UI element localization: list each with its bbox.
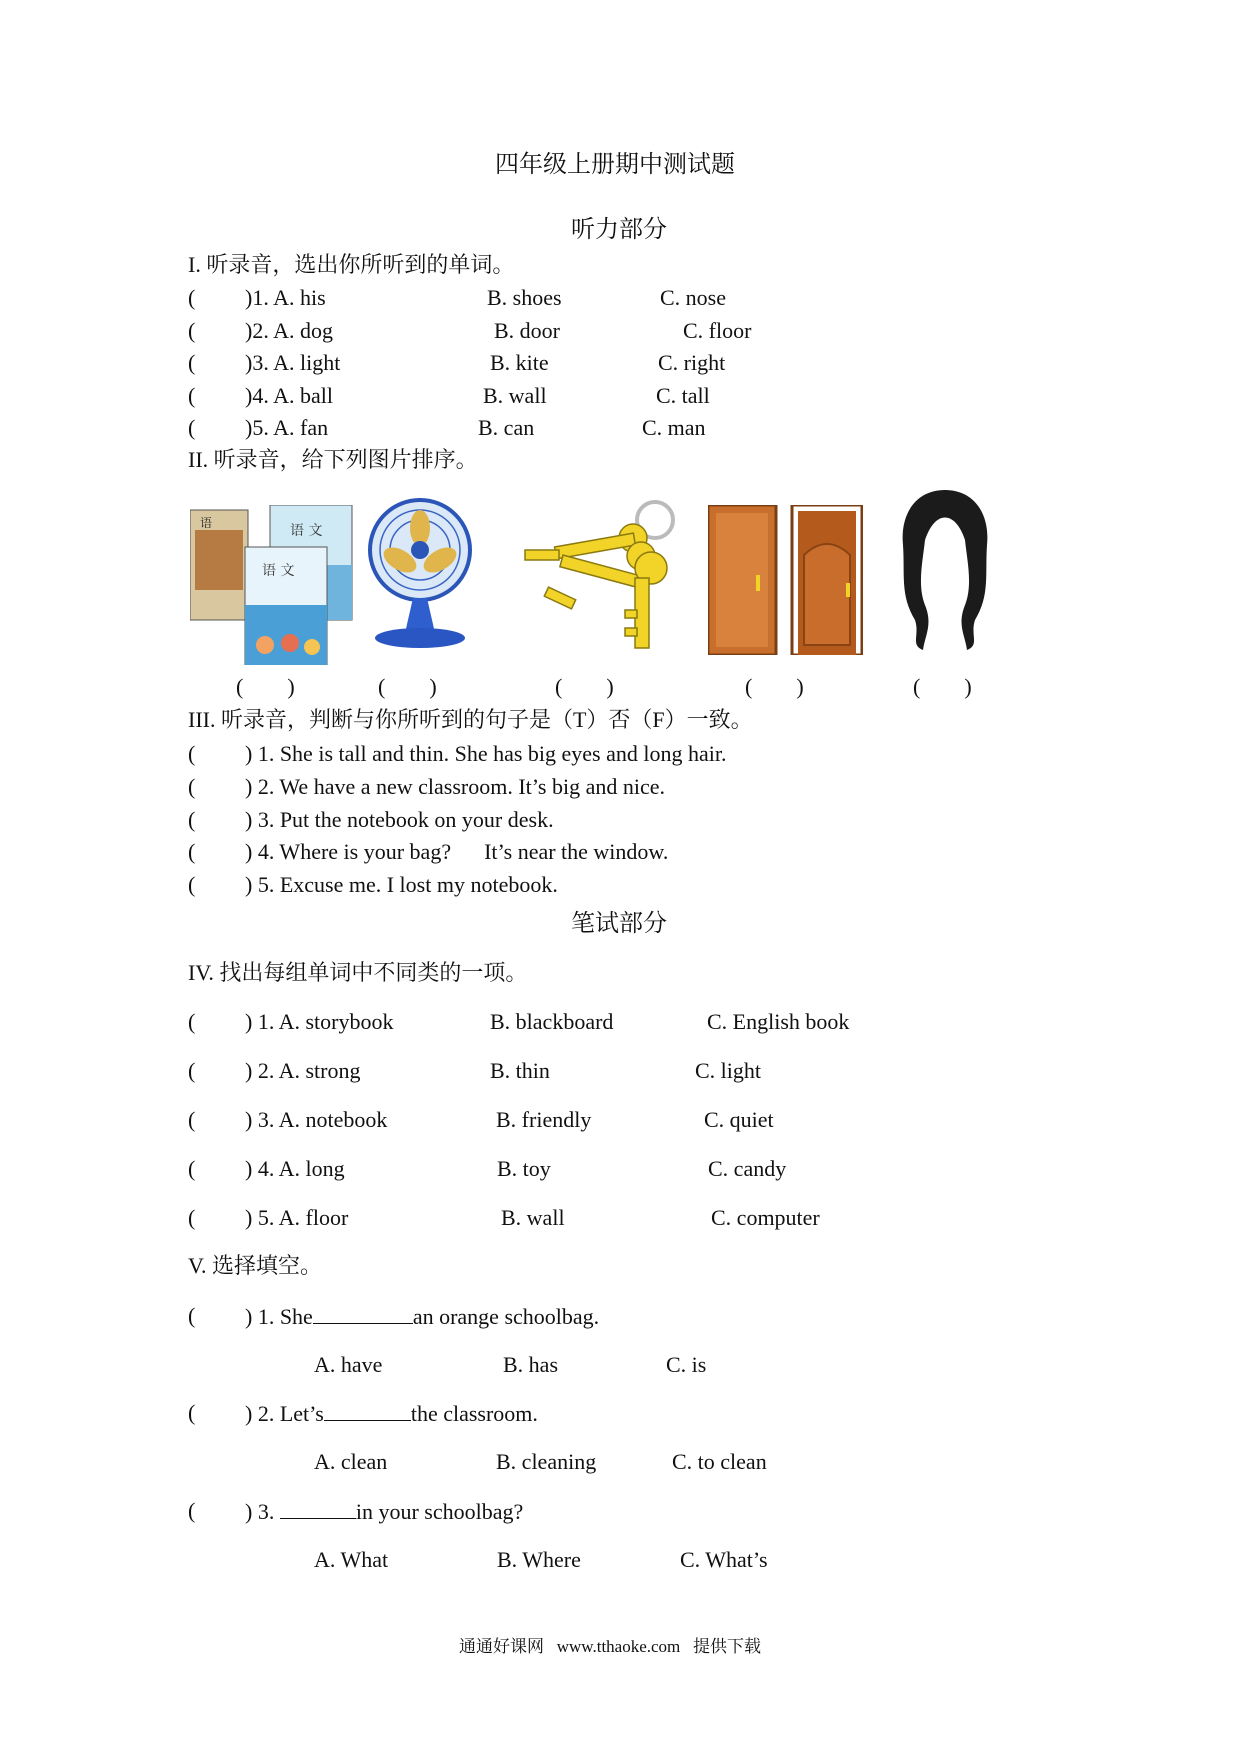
page-title: 四年级上册期中测试题 bbox=[495, 152, 735, 178]
option-c: C. English book bbox=[707, 1009, 850, 1034]
option-a: A. clean bbox=[314, 1449, 388, 1474]
svg-text:语: 语 bbox=[200, 516, 213, 530]
part3-statement: ) 2. We have a new classroom. It’s big and nice. bbox=[245, 774, 665, 799]
picture-answer-slot: ( ) bbox=[913, 674, 972, 699]
option-a: A. have bbox=[314, 1352, 383, 1377]
option-b: B. cleaning bbox=[496, 1449, 597, 1474]
answer-blank[interactable] bbox=[280, 1498, 356, 1519]
option-a: )2. A. dog bbox=[245, 318, 333, 343]
question-rest: an orange schoolbag. bbox=[412, 1304, 600, 1329]
answer-paren-open: ( bbox=[188, 1498, 196, 1523]
answer-paren-open: ( bbox=[188, 318, 196, 343]
option-c: C. to clean bbox=[672, 1449, 767, 1474]
option-b: B. blackboard bbox=[490, 1009, 614, 1034]
option-a: )1. A. his bbox=[245, 285, 326, 310]
fill-in-question bbox=[245, 1303, 599, 1330]
option-b: B. friendly bbox=[496, 1107, 592, 1132]
answer-paren-open: ( bbox=[188, 1156, 196, 1181]
doors-picture bbox=[708, 505, 863, 655]
part5-heading: V. 选择填空。 bbox=[188, 1253, 323, 1278]
option-b: B. shoes bbox=[487, 285, 562, 310]
option-a: A. What bbox=[314, 1547, 389, 1572]
answer-paren-open: ( bbox=[188, 839, 196, 864]
answer-blank[interactable] bbox=[324, 1400, 411, 1421]
answer-paren-open: ( bbox=[188, 350, 196, 375]
option-a: )4. A. ball bbox=[245, 383, 333, 408]
option-b: B. wall bbox=[501, 1205, 565, 1230]
option-c: C. man bbox=[642, 415, 706, 440]
option-b: B. wall bbox=[483, 383, 547, 408]
svg-text:语 文: 语 文 bbox=[262, 563, 295, 579]
picture-answer-slot: ( ) bbox=[236, 674, 295, 699]
option-a: ) 5. A. floor bbox=[245, 1205, 349, 1230]
option-b: B. kite bbox=[490, 350, 549, 375]
part4-heading: IV. 找出每组单词中不同类的一项。 bbox=[188, 960, 528, 985]
page-footer: 通通好课网 www.tthaoke.com 提供下载 bbox=[459, 1637, 762, 1656]
fill-in-question bbox=[245, 1400, 538, 1427]
answer-paren-open: ( bbox=[188, 1400, 196, 1425]
picture-answer-slot: ( ) bbox=[378, 674, 437, 699]
option-a: ) 3. A. notebook bbox=[245, 1107, 388, 1132]
option-a: ) 4. A. long bbox=[245, 1156, 345, 1181]
option-c: C. quiet bbox=[704, 1107, 774, 1132]
svg-text:语 文: 语 文 bbox=[290, 523, 323, 539]
question-stem: ) 2. Let’s bbox=[245, 1401, 324, 1426]
answer-paren-open: ( bbox=[188, 1303, 196, 1328]
answer-blank[interactable] bbox=[313, 1303, 413, 1324]
part1-heading: I. 听录音，选出你所听到的单词。 bbox=[188, 252, 515, 277]
option-c: C. floor bbox=[683, 318, 752, 343]
answer-paren-open: ( bbox=[188, 741, 196, 766]
option-c: C. What’s bbox=[680, 1547, 768, 1572]
option-c: C. is bbox=[666, 1352, 707, 1377]
option-a: ) 2. A. strong bbox=[245, 1058, 361, 1083]
option-c: C. candy bbox=[708, 1156, 787, 1181]
part2-heading: II. 听录音，给下列图片排序。 bbox=[188, 447, 478, 472]
fill-in-question bbox=[245, 1498, 523, 1525]
answer-paren-open: ( bbox=[188, 1058, 196, 1083]
option-b: B. thin bbox=[490, 1058, 550, 1083]
option-c: C. nose bbox=[660, 285, 726, 310]
picture-answer-slot: ( ) bbox=[745, 674, 804, 699]
option-c: C. computer bbox=[711, 1205, 820, 1230]
answer-paren-open: ( bbox=[188, 415, 196, 440]
answer-paren-open: ( bbox=[188, 774, 196, 799]
part3-statement: ) 4. Where is your bag? It’s near the window. bbox=[245, 839, 669, 864]
long-hair-picture bbox=[895, 485, 995, 655]
answer-paren-open: ( bbox=[188, 872, 196, 897]
part3-statement: ) 5. Excuse me. I lost my notebook. bbox=[245, 872, 558, 897]
option-b: B. door bbox=[494, 318, 560, 343]
listening-section-header: 听力部分 bbox=[571, 217, 667, 243]
writing-section-header: 笔试部分 bbox=[571, 911, 667, 937]
option-b: B. Where bbox=[497, 1547, 581, 1572]
question-rest: in your schoolbag? bbox=[355, 1499, 524, 1524]
question-stem: ) 3. bbox=[245, 1499, 275, 1524]
answer-paren-open: ( bbox=[188, 1205, 196, 1230]
textbooks-picture bbox=[190, 505, 355, 665]
option-b: B. can bbox=[478, 415, 535, 440]
option-b: B. has bbox=[503, 1352, 558, 1377]
part3-statement: ) 1. She is tall and thin. She has big eyes and long hair. bbox=[245, 741, 727, 766]
option-a: ) 1. A. storybook bbox=[245, 1009, 394, 1034]
answer-paren-open: ( bbox=[188, 285, 196, 310]
answer-paren-open: ( bbox=[188, 807, 196, 832]
answer-paren-open: ( bbox=[188, 1009, 196, 1034]
answer-paren-open: ( bbox=[188, 1107, 196, 1132]
option-c: C. light bbox=[695, 1058, 762, 1083]
answer-paren-open: ( bbox=[188, 383, 196, 408]
fan-picture bbox=[365, 498, 475, 650]
option-c: C. tall bbox=[656, 383, 710, 408]
option-a: )5. A. fan bbox=[245, 415, 329, 440]
picture-answer-slot: ( ) bbox=[555, 674, 614, 699]
keys-picture bbox=[515, 498, 690, 658]
part3-heading: III. 听录音，判断与你所听到的句子是（T）否（F）一致。 bbox=[188, 707, 753, 732]
option-b: B. toy bbox=[497, 1156, 551, 1181]
option-a: )3. A. light bbox=[245, 350, 341, 375]
part3-statement: ) 3. Put the notebook on your desk. bbox=[245, 807, 554, 832]
question-stem: ) 1. She bbox=[245, 1304, 313, 1329]
question-rest: the classroom. bbox=[410, 1401, 538, 1426]
option-c: C. right bbox=[658, 350, 726, 375]
